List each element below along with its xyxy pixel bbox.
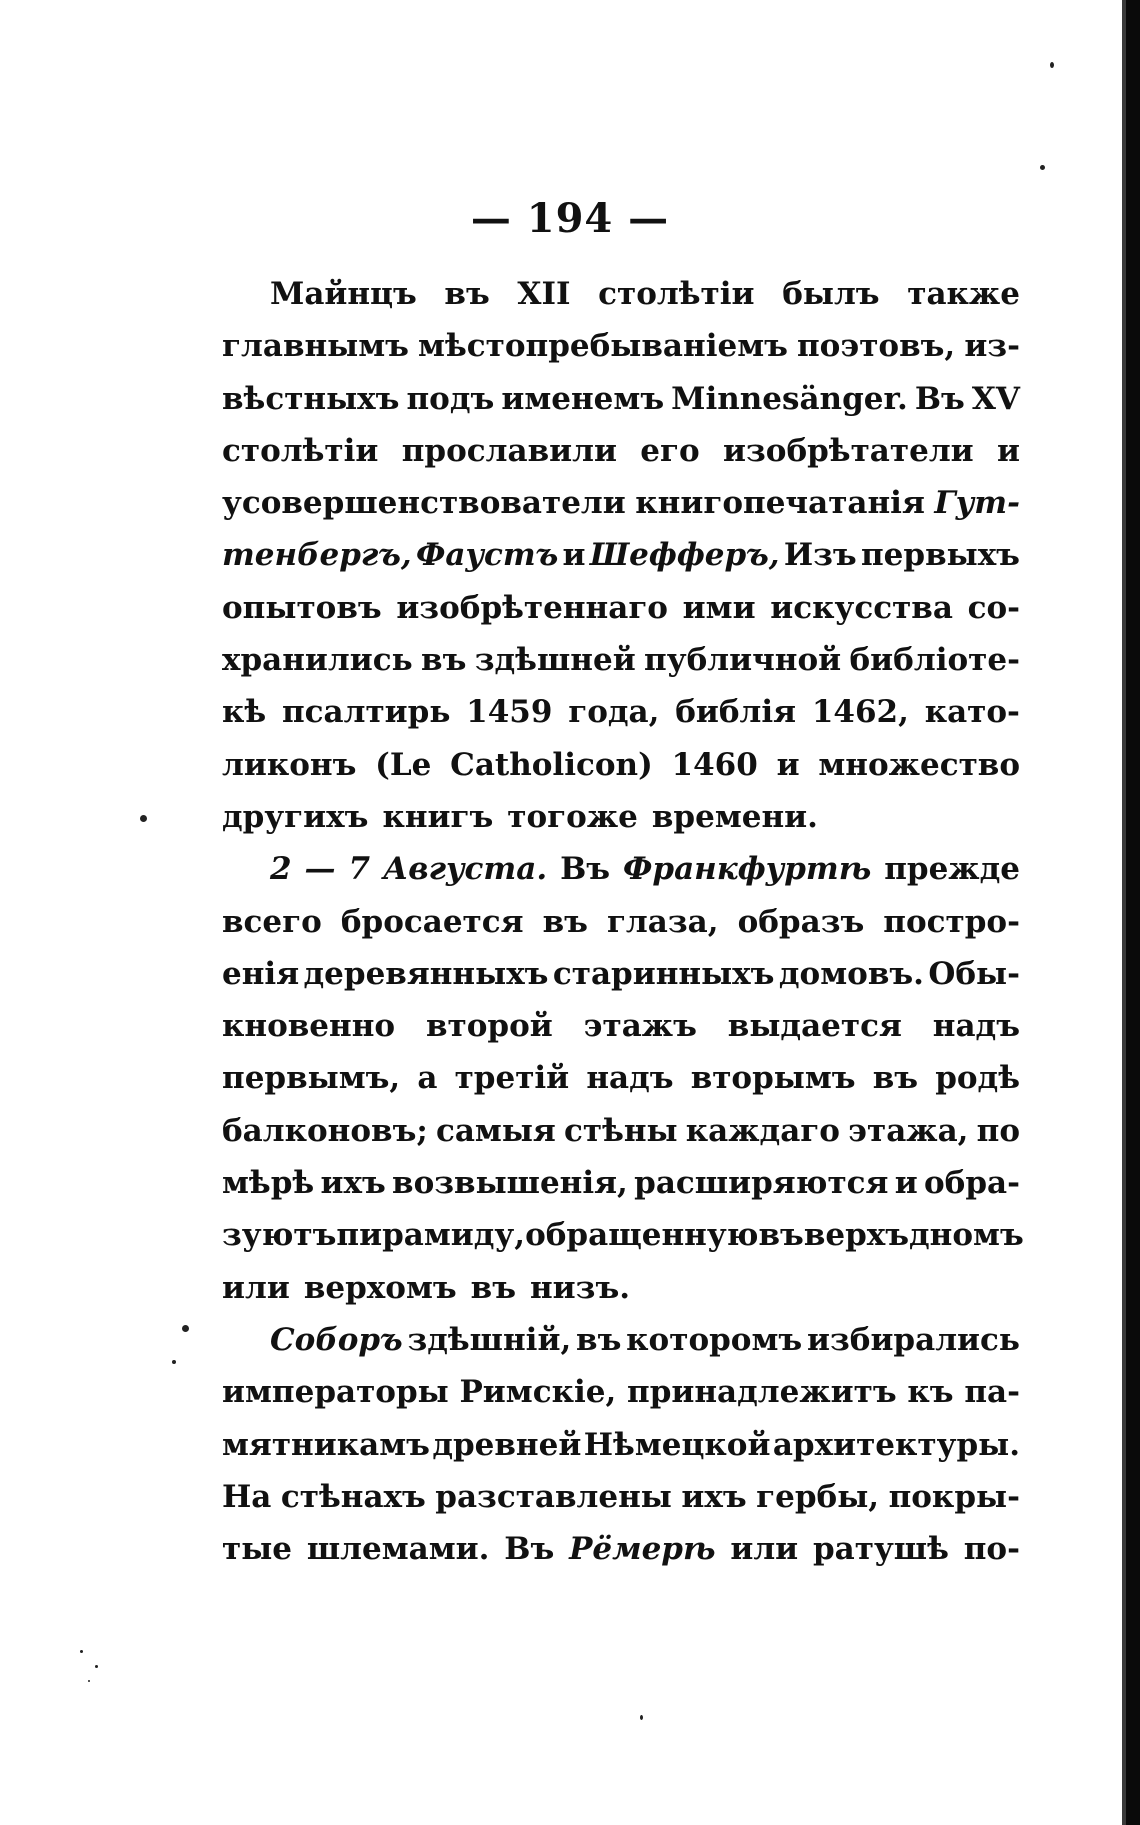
word: ратушѣ	[812, 1531, 949, 1568]
word: обра-	[924, 1165, 1020, 1202]
print-speck	[1040, 165, 1045, 170]
word: въ	[872, 1060, 919, 1097]
word: надъ	[932, 1008, 1020, 1045]
word: Minnesänger.	[671, 380, 908, 417]
word: (Le	[375, 746, 432, 783]
word: и	[894, 1165, 918, 1202]
word: мѣрѣ	[222, 1165, 315, 1202]
word: енія	[222, 955, 300, 992]
word: архитектуры.	[772, 1426, 1020, 1463]
word: въ	[542, 903, 588, 940]
text-line	[222, 686, 1020, 738]
word: ихъ	[320, 1165, 386, 1202]
word: постро-	[883, 903, 1020, 940]
word: и	[997, 432, 1020, 469]
text-line	[222, 1471, 1020, 1523]
word: въ	[470, 1269, 516, 1306]
word: бросается	[340, 903, 524, 940]
text-line	[222, 791, 1020, 843]
word: Соборъ	[270, 1321, 403, 1358]
word: второй	[425, 1008, 553, 1045]
word: глаза,	[606, 903, 719, 940]
word: ликонъ	[222, 746, 357, 783]
word: Въ	[504, 1531, 555, 1568]
word: На	[222, 1478, 272, 1515]
word: расширяются	[634, 1165, 889, 1202]
word: времени.	[651, 798, 818, 835]
word: подъ	[406, 380, 495, 417]
word: Обы-	[928, 955, 1020, 992]
text-line	[222, 1209, 1024, 1261]
word: которомъ	[626, 1321, 803, 1358]
word: самыя	[435, 1112, 556, 1149]
word: библія	[675, 694, 797, 731]
body-text	[222, 268, 1024, 1575]
text-line	[222, 948, 1020, 1000]
word: 2	[270, 851, 292, 888]
word: или	[222, 1269, 290, 1306]
word: ихъ	[681, 1478, 747, 1515]
word: библіоте-	[849, 642, 1020, 679]
word: опытовъ	[222, 589, 382, 626]
word: прежде	[884, 851, 1020, 888]
word: усовершенствователи	[222, 485, 626, 522]
word: Въ	[560, 851, 611, 888]
print-speck	[88, 1680, 90, 1682]
word: также	[907, 276, 1020, 312]
text-line	[222, 1366, 1020, 1418]
word: столѣтіи	[222, 432, 379, 469]
word: низъ.	[529, 1269, 631, 1306]
word: родѣ	[935, 1060, 1020, 1097]
word: публичной	[644, 642, 842, 679]
word: столѣтіи	[598, 276, 755, 312]
word: обращенную	[525, 1217, 759, 1254]
word: Изъ	[783, 537, 857, 574]
word: книгъ	[382, 798, 494, 835]
word: XII	[517, 276, 571, 312]
text-line	[222, 1314, 1020, 1366]
word: пирамиду,	[336, 1217, 526, 1254]
word: и	[776, 746, 800, 783]
word: а	[417, 1060, 438, 1097]
word: искусства	[770, 589, 953, 626]
word: этажъ	[583, 1008, 697, 1045]
word: Гут-	[934, 485, 1020, 522]
word: Фаустъ	[415, 537, 559, 574]
word: тенбергъ,	[222, 537, 412, 574]
text-line	[222, 268, 1020, 320]
print-speck	[172, 1360, 176, 1364]
word: тые	[222, 1531, 293, 1568]
text-line	[222, 1523, 1020, 1575]
word: года,	[568, 694, 660, 731]
word: верхъ	[803, 1217, 910, 1254]
word: этажа,	[848, 1112, 969, 1149]
word: въ	[576, 1321, 622, 1358]
word: хранились	[222, 642, 413, 679]
word: Рёмерѣ	[569, 1531, 716, 1568]
word: деревянныхъ	[303, 955, 549, 992]
word: —	[304, 851, 336, 888]
word: вѣстныхъ	[222, 380, 400, 417]
print-speck	[95, 1665, 98, 1668]
word: мятникамъ	[222, 1426, 430, 1463]
word: разставлены	[435, 1478, 672, 1515]
word: по-	[963, 1531, 1020, 1568]
print-speck	[640, 1715, 643, 1720]
text-line	[222, 1262, 1020, 1314]
word: 1459	[466, 694, 553, 731]
word: принадлежитъ	[627, 1374, 897, 1411]
word: со-	[967, 589, 1020, 626]
word: былъ	[782, 276, 880, 312]
word: здѣшней	[474, 642, 636, 679]
word: зуютъ	[222, 1217, 337, 1254]
text-line	[222, 1052, 1020, 1104]
word: стѣнахъ	[280, 1478, 426, 1515]
word: первыхъ	[860, 537, 1020, 574]
word: кновенно	[222, 1008, 396, 1045]
text-line	[222, 739, 1020, 791]
word: 7	[348, 851, 371, 888]
word: 1460	[671, 746, 758, 783]
word: въ	[758, 1217, 804, 1254]
word: императоры	[222, 1374, 449, 1411]
word: XV	[971, 380, 1020, 417]
text-line	[222, 843, 1020, 895]
word: псалтирь	[281, 694, 451, 731]
word: образъ	[737, 903, 865, 940]
word: избирались	[806, 1321, 1020, 1358]
word: изобрѣтатели	[723, 432, 974, 469]
word: шлемами.	[306, 1531, 490, 1568]
word: тогоже	[507, 798, 638, 835]
word: надъ	[586, 1060, 674, 1097]
text-line	[222, 1157, 1020, 1209]
word: именемъ	[501, 380, 665, 417]
word: здѣшній,	[407, 1321, 572, 1358]
word: изобрѣтеннаго	[396, 589, 668, 626]
word: покры-	[888, 1478, 1020, 1515]
word: Нѣмецкой	[583, 1426, 771, 1463]
word: въ	[421, 642, 467, 679]
text-line	[222, 529, 1020, 581]
word: домовъ.	[778, 955, 924, 992]
word: книгопечатанія	[635, 485, 925, 522]
word: главнымъ	[222, 328, 409, 365]
word: стѣны	[563, 1112, 678, 1149]
word: мѣстопребываніемъ	[418, 328, 788, 365]
word: по	[976, 1112, 1020, 1149]
page-edge-inner-shadow	[1122, 0, 1126, 1825]
print-speck	[140, 815, 147, 822]
word: балконовъ;	[222, 1112, 428, 1149]
word: возвышенія,	[392, 1165, 628, 1202]
print-speck	[1050, 62, 1054, 68]
word: старинныхъ	[552, 955, 775, 992]
text-line	[222, 1105, 1020, 1157]
text-line	[222, 477, 1020, 529]
text-line	[222, 634, 1020, 686]
text-line	[222, 1000, 1020, 1052]
word: всего	[222, 903, 322, 940]
word: ими	[682, 589, 756, 626]
word: Въ	[914, 380, 965, 417]
word: древней	[432, 1426, 582, 1463]
text-line	[222, 896, 1020, 948]
word: па-	[964, 1374, 1020, 1411]
word: его	[640, 432, 700, 469]
text-line	[222, 582, 1020, 634]
word: поэтовъ,	[796, 328, 956, 365]
word: Римскіе,	[459, 1374, 617, 1411]
word: дномъ	[909, 1217, 1024, 1254]
word: вторымъ	[690, 1060, 856, 1097]
word: гербы,	[756, 1478, 880, 1515]
word: прославили	[401, 432, 617, 469]
word: като-	[924, 694, 1020, 731]
text-line	[222, 320, 1020, 372]
word: 1462,	[811, 694, 909, 731]
word: первымъ,	[222, 1060, 401, 1097]
word: Августа.	[382, 851, 548, 888]
text-line	[222, 1419, 1020, 1471]
text-line	[222, 373, 1020, 425]
word: третій	[454, 1060, 570, 1097]
word: къ	[907, 1374, 954, 1411]
word: кѣ	[222, 694, 267, 731]
print-speck	[182, 1325, 189, 1332]
word: из-	[964, 328, 1020, 365]
text-line	[222, 425, 1020, 477]
word: Шефферъ,	[589, 537, 780, 574]
print-speck	[80, 1650, 83, 1653]
page-number: — 194 —	[470, 195, 670, 242]
word: Франкфуртѣ	[622, 851, 872, 888]
page-edge-shadow	[1126, 0, 1140, 1825]
word: множество	[818, 746, 1020, 783]
word: Майнцъ	[270, 276, 417, 312]
word: Catholicon)	[450, 746, 653, 783]
word: верхомъ	[303, 1269, 457, 1306]
word: каждаго	[685, 1112, 840, 1149]
word: другихъ	[222, 798, 369, 835]
word: и	[562, 537, 586, 574]
word: въ	[444, 276, 490, 312]
word: или	[730, 1531, 799, 1568]
word: выдается	[727, 1008, 902, 1045]
